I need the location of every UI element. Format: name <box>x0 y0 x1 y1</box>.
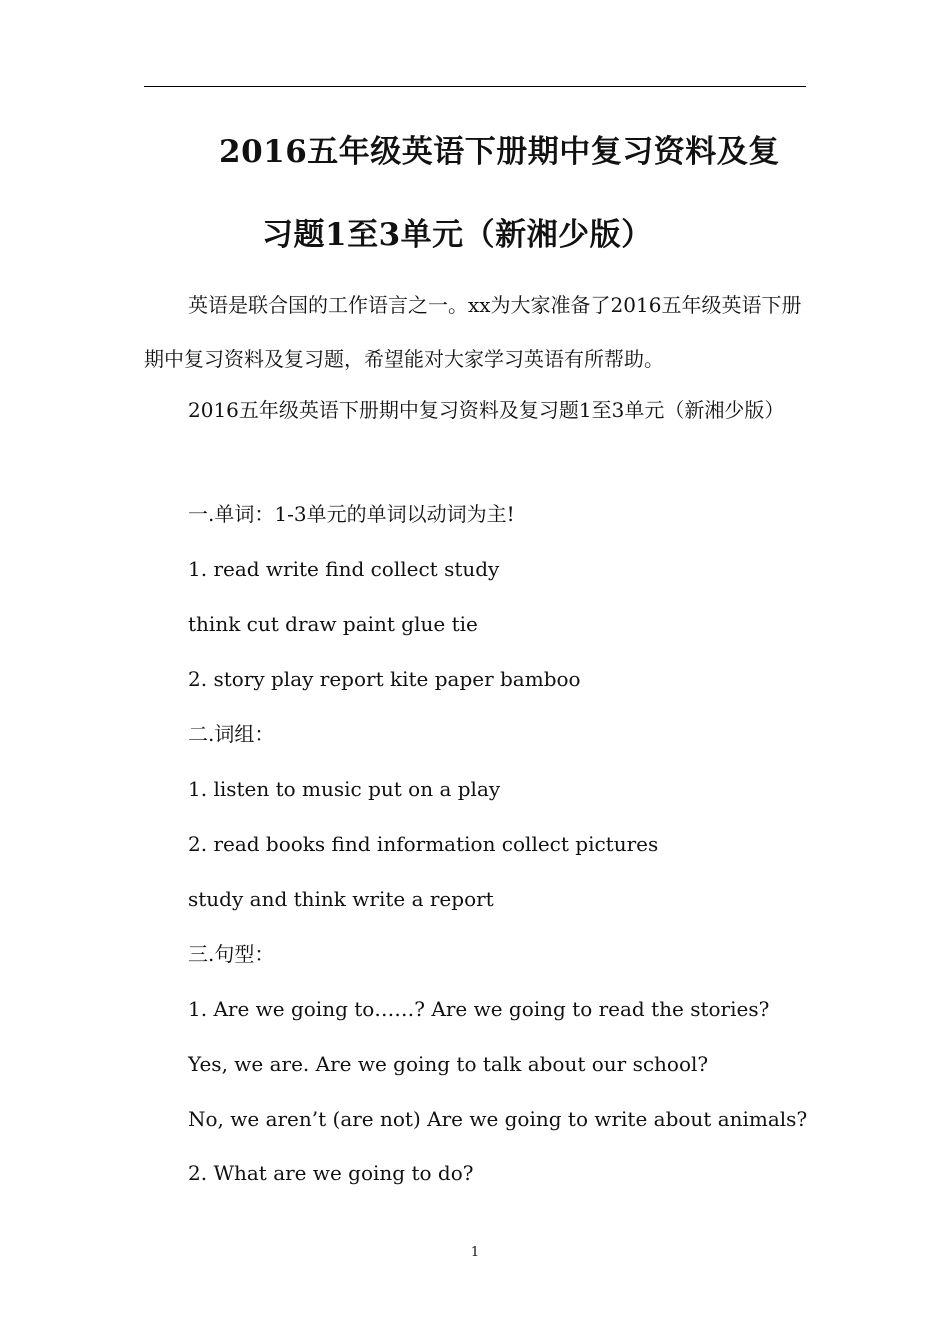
text-line: study and think write a report <box>188 887 494 911</box>
text-line: 1. listen to music put on a play <box>188 777 501 801</box>
section-heading-phrases: 二.词组： <box>188 722 275 746</box>
section-heading-sentences: 三.句型： <box>188 942 275 966</box>
top-rule <box>144 86 806 87</box>
document-title-line-2: 习题1至3单元（新湘少版） <box>262 217 653 253</box>
text-line: Yes, we are. Are we going to talk about our school? <box>188 1052 709 1076</box>
text-line: 1. read write find collect study <box>188 557 500 581</box>
text-line: 2. read books find information collect pictures <box>188 832 659 856</box>
section-heading-words: 一.单词：1-3单元的单词以动词为主! <box>188 502 515 526</box>
text-line: 2. What are we going to do? <box>188 1161 474 1185</box>
text-line: No, we aren’t (are not) Are we going to write about animals? <box>188 1107 808 1131</box>
subtitle-paragraph: 2016五年级英语下册期中复习资料及复习题1至3单元（新湘少版） <box>188 398 785 422</box>
text-line: 1. Are we going to……? Are we going to read the stories? <box>188 997 770 1021</box>
text-line: 2. story play report kite paper bamboo <box>188 667 581 691</box>
document-title-line-1: 2016五年级英语下册期中复习资料及复 <box>219 134 780 170</box>
intro-paragraph: 英语是联合国的工作语言之一。xx为大家准备了2016五年级英语下册期中复习资料及复习题，希望能对大家学习英语有所帮助。 <box>144 293 802 371</box>
page-number: 1 <box>470 1245 480 1260</box>
text-line: think cut draw paint glue tie <box>188 612 478 636</box>
